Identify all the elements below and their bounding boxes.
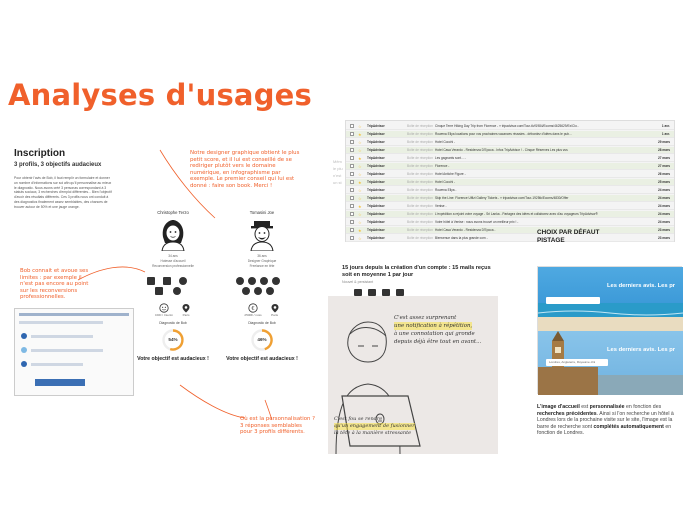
star-icon[interactable]: ☆: [358, 211, 362, 217]
email-date: 1 avr.: [661, 132, 670, 137]
persona-card-2: [222, 210, 302, 362]
email-row[interactable]: [346, 139, 674, 146]
search-bar-london[interactable]: Londres, Angleterre, Royaume-Uni: [546, 359, 608, 366]
star-icon[interactable]: ☆: [358, 235, 362, 241]
email-subject: Hotel Cocchi -: [435, 180, 456, 185]
stats-subtitle: Nouvel & persistant: [342, 280, 374, 284]
choix-title: CHOIX PAR DÉFAUT PISTAGE: [537, 229, 600, 244]
email-row[interactable]: [346, 203, 674, 210]
persona-salary: 2500€ / mois: [244, 313, 262, 317]
email-row[interactable]: [346, 195, 674, 202]
email-sender: TripAdvisor: [367, 180, 385, 185]
persona-name: Christophe Terzo: [157, 210, 189, 215]
email-row[interactable]: [346, 171, 674, 178]
email-sender: TripAdvisor: [367, 124, 385, 129]
email-sender: TripAdvisor: [367, 148, 385, 153]
email-label: Boîte de réception: [407, 228, 433, 233]
hero-image-beach: [538, 267, 683, 331]
email-sender: TripAdvisor: [367, 196, 385, 201]
salary-icon: [248, 303, 258, 313]
persona-age: 34 ans: [168, 254, 178, 258]
email-date: 24 mars: [657, 212, 670, 217]
email-subject: Florence -: [435, 164, 450, 169]
persona-situation: Reconversion professionnelle: [152, 264, 194, 268]
star-icon[interactable]: ☆: [358, 147, 362, 153]
email-label: Boîte de réception: [407, 180, 433, 185]
star-icon[interactable]: ☆: [358, 123, 362, 129]
email-sender: TripAdvisor: [367, 228, 385, 233]
email-sender: TripAdvisor: [367, 172, 385, 177]
persona-name: Tomasini Joe: [249, 210, 275, 215]
email-checkbox[interactable]: [350, 140, 354, 144]
email-label: Boîte de réception: [407, 188, 433, 193]
email-subject: Bienvenue dans la plus grande com -: [435, 236, 488, 241]
email-subject: Hotel Casa Verardo - Residenza D'Epoca -: [435, 228, 496, 233]
diagnostic-gauge: [250, 328, 274, 352]
star-icon[interactable]: ★: [358, 131, 362, 137]
email-subject: Cinque Terre Hiking Day Trip from Florence - « tripadvisor.com/Tour-tk/f1984/Ecoms/4625629/Ex/Clo..: [435, 124, 579, 129]
email-checkbox[interactable]: [350, 124, 354, 128]
email-checkbox[interactable]: [350, 132, 354, 136]
annotation-bob-limits: Bob connait et avoue ses limites : par exemple il n'est pas encore au point sur les reconversions professionnelles.: [20, 268, 89, 301]
email-date: 28 mars: [657, 148, 670, 153]
email-label: Boîte de réception: [407, 124, 433, 129]
bob-form-screenshot: [14, 308, 134, 396]
contract-icon: [159, 303, 169, 313]
email-sender: TripAdvisor: [367, 212, 385, 217]
inscription-intro: Pour obtenir l'avis de Bob, il faut remplir un formulaire et donner un nombre d'informations sur soi afin qu'il personnalise au mieux le diagnostic. Nous avons créé 3 personas correspondant à 3 statuts sociaux, 3 recherches d'emploi différentes... Bien l'objectif d'avoir des résultats différents. Ces 3 profils nous ont conduit à des diagnostics finalement assez semblables, des chances de trouver autour de 50% et une jauge orange.: [14, 176, 112, 209]
email-date: 23 mars: [657, 236, 670, 241]
star-icon[interactable]: ☆: [358, 163, 362, 169]
email-label: Boîte de réception: [407, 164, 433, 169]
email-checkbox[interactable]: [350, 188, 354, 192]
email-subject: Rowena Ellya -: [435, 188, 457, 193]
star-icon[interactable]: ★: [358, 203, 362, 209]
persona-card-1: [133, 210, 213, 362]
user-sketch-illustration: [328, 296, 498, 454]
star-icon[interactable]: ★: [358, 155, 362, 161]
personalisation-description: L'image d'accueil est personnalisée en fonction des recherches précédentes. Ainsi si l'on recherche un hôtel à Londres lors de la prochaine visite sur le site, l'image est la barre de recherche sont complétés automatiquement en fonction de Londres.: [537, 404, 674, 437]
email-sender: TripAdvisor: [367, 220, 385, 225]
email-checkbox[interactable]: [350, 180, 354, 184]
email-label: Boîte de réception: [407, 220, 433, 225]
star-icon[interactable]: ☆: [358, 139, 362, 145]
email-date: 24 mars: [657, 196, 670, 201]
svg-text:€: €: [251, 305, 255, 312]
gauge-label: Diagnostic de Bob: [248, 321, 276, 325]
email-subject: Hotel Cocchi -: [435, 140, 456, 145]
email-label: Boîte de réception: [407, 212, 433, 217]
email-checkbox[interactable]: [350, 212, 354, 216]
email-row[interactable]: [346, 219, 674, 226]
mail-edge-text: Mêm le plu n'est un st: [333, 159, 343, 185]
tripadvisor-homepage-screenshot: [537, 266, 682, 394]
email-checkbox[interactable]: [350, 228, 354, 232]
email-row[interactable]: [346, 123, 674, 130]
hero-tagline: Les derniers avis. Les pr: [607, 347, 675, 353]
email-sender: TripAdvisor: [367, 188, 385, 193]
email-row[interactable]: [346, 211, 674, 218]
email-date: 26 mars: [657, 172, 670, 177]
gauge-value: 54%: [168, 337, 178, 342]
email-sender: TripAdvisor: [367, 156, 385, 161]
email-subject: Votre hôtel à Venise : nous avons trouvé un meilleur prix ! -: [435, 220, 519, 225]
star-icon[interactable]: ☆: [358, 171, 362, 177]
persona-city: Paris: [271, 313, 279, 317]
email-subject: L'expédition a rejoint votre voyage - Sri Lanka - Partagez des idées et collaborez avec d'au voyageurs TripAdvisor®: [435, 212, 598, 217]
objective-text: Votre objectif est audacieux !: [226, 356, 298, 362]
email-label: Boîte de réception: [407, 140, 433, 145]
email-row[interactable]: [346, 227, 674, 234]
email-row[interactable]: [346, 179, 674, 186]
email-date: 24 mars: [657, 220, 670, 225]
inscription-subtitle: 3 profils, 3 objectifs audacieux: [14, 162, 102, 168]
persona-city: Paris: [182, 313, 190, 317]
email-row[interactable]: [346, 187, 674, 194]
email-checkbox[interactable]: [350, 156, 354, 160]
gauge-label: Diagnostic de Bob: [159, 321, 187, 325]
annotation-personalisation: Où est la personnalisation ? 3 réponses semblables pour 3 profils différents.: [240, 416, 316, 436]
email-date: 27 mars: [657, 156, 670, 161]
diagnostic-gauge: [161, 328, 185, 352]
email-date: 27 mars: [657, 164, 670, 169]
email-row[interactable]: [346, 147, 674, 154]
email-sender: TripAdvisor: [367, 204, 385, 209]
email-subject: Venise -: [435, 204, 447, 209]
email-subject: Skip the Line: Florence Uffizi Gallery Tickets - « tripadvisor.com/Tour-1925tk/Ecoms/4830/Offer: [435, 196, 569, 201]
email-checkbox[interactable]: [350, 196, 354, 200]
email-checkbox[interactable]: [350, 172, 354, 176]
email-row[interactable]: [346, 131, 674, 138]
email-date: 24 mars: [657, 204, 670, 209]
page-title: Analyses d'usages: [8, 78, 312, 112]
email-sender: TripAdvisor: [367, 140, 385, 145]
location-pin-icon: [181, 303, 191, 313]
annotation-designer: Notre designer graphique obtient le plus petit score, et il lui est conseillé de se rediriger plutôt vers le domaine numérique, en infographisme par exemple. Le premier conseil qui lui est donné : faire son book. Merci !: [190, 150, 300, 189]
email-label: Boîte de réception: [407, 148, 433, 153]
email-label: Boîte de réception: [407, 132, 433, 137]
hero-image-london: [538, 331, 683, 395]
star-icon[interactable]: ☆: [358, 187, 362, 193]
email-label: Boîte de réception: [407, 196, 433, 201]
email-subject: Les gagnants sont... -: [435, 156, 466, 161]
email-subject: Hotel Antiche Figure -: [435, 172, 466, 177]
email-checkbox[interactable]: [350, 164, 354, 168]
persona-avatar-male-icon: [248, 219, 276, 251]
email-checkbox[interactable]: [350, 236, 354, 240]
email-date: 25 mars: [657, 180, 670, 185]
email-checkbox[interactable]: [350, 204, 354, 208]
email-row[interactable]: [346, 235, 674, 242]
email-date: 24 mars: [657, 188, 670, 193]
email-row[interactable]: [346, 163, 674, 170]
email-label: Boîte de réception: [407, 156, 433, 161]
email-sender: TripAdvisor: [367, 132, 385, 137]
email-sender: TripAdvisor: [367, 236, 385, 241]
email-sender: TripAdvisor: [367, 164, 385, 169]
persona-situation: Freelance en tête: [249, 264, 275, 268]
persona-age: 36 ans: [257, 254, 267, 258]
email-date: 1 avr.: [661, 124, 670, 129]
handwritten-note-1: C'est assez surprenant une notification à répétition, à une connotation qui gronde depuis déjà être tout en avant...: [394, 315, 482, 345]
objective-text: Votre objectif est audacieux !: [137, 356, 209, 362]
star-icon[interactable]: ★: [358, 227, 362, 233]
star-icon[interactable]: ☆: [358, 195, 362, 201]
hero-tagline: Les derniers avis. Les pr: [607, 283, 675, 289]
persona-avatar-female-icon: [159, 219, 187, 251]
handwritten-note-2: C'est fou se rendre qu'un engagement de fusionner la tête à la manière stressante: [334, 416, 415, 436]
persona-job: Hotesse d'accueil: [160, 259, 186, 263]
star-icon[interactable]: ☆: [358, 219, 362, 225]
star-icon[interactable]: ★: [358, 179, 362, 185]
email-subject: Rowena Ellya locations pour vos prochaines vacances réussies - débordez d'idées dans le pub...: [435, 132, 572, 137]
stats-title: 15 jours depuis la création d'un compte : 15 mails reçus soit en moyenne 1 par jour: [342, 265, 491, 278]
email-label: Boîte de réception: [407, 172, 433, 177]
email-checkbox[interactable]: [350, 148, 354, 152]
email-subject: Hotel Casa Verardo - Residenza D'Epoca - Infos TripAdvisor ! - Cinque Réserves Les plus vus: [435, 148, 568, 153]
email-date: 29 mars: [657, 140, 670, 145]
email-label: Boîte de réception: [407, 204, 433, 209]
email-label: Boîte de réception: [407, 236, 433, 241]
skills-icons: [143, 275, 203, 297]
gauge-value: 46%: [257, 337, 267, 342]
email-date: 23 mars: [657, 228, 670, 233]
search-bar[interactable]: [546, 297, 600, 304]
skills-icons: [232, 275, 292, 297]
email-checkbox[interactable]: [350, 220, 354, 224]
inscription-title: Inscription: [14, 148, 66, 159]
persona-job: Designer Graphique: [247, 259, 277, 263]
persona-contract: CDD / Interim: [154, 313, 174, 317]
email-row[interactable]: [346, 155, 674, 162]
location-pin-icon: [270, 303, 280, 313]
email-inbox-screenshot: [345, 120, 675, 242]
